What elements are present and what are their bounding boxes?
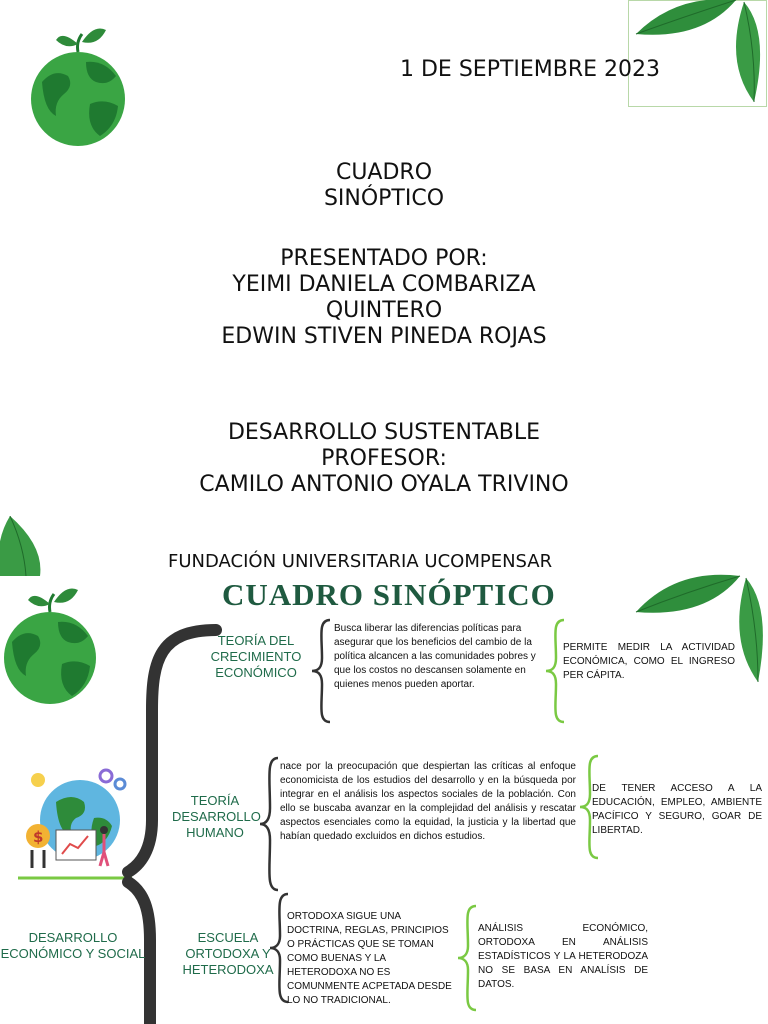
author-name: YEIMI DANIELA COMBARIZA [232,272,536,297]
brace-green [456,904,480,1012]
brace-dark [258,756,282,892]
svg-text:$: $ [33,828,44,846]
cover-title-line2: SINÓPTICO [323,186,445,211]
leaf-icon [0,516,44,576]
earth-sprout-icon [28,22,130,148]
presented-by-label: PRESENTADO POR: [280,246,488,271]
cover-title-line1: CUADRO [335,160,433,185]
branch-detail: ANÁLISIS ECONÓMICO, ORTODOXA EN ANÁLISIS ESTADÍSTICOS Y LA HETERODOZA NO SE BASA EN ANALÍSIS DE DATOS. [478,923,648,990]
branch-title: TEORÍA DESARROLLO HUMANO [172,793,261,840]
branch-detail: DE TENER ACCESO A LA EDUCACIÓN, EMPLEO, AMBIENTE PACÍFICO Y SEGURO, GOAR DE LIBERTAD. [592,783,762,836]
brace-dark [310,618,334,724]
root-node: DESARROLLO ECONÓMICO Y SOCIAL [0,930,146,961]
author-name: QUINTERO [325,298,443,323]
date: 1 DE SEPTIEMBRE 2023 [400,57,661,82]
course-block [0,420,768,498]
earth-sprout-icon [2,580,100,706]
sustainable-development-illustration [16,766,134,884]
institution: FUNDACIÓN UNIVERSITARIA UCOMPENSAR [168,551,553,572]
branch-title: TEORÍA DEL CRECIMIENTO ECONÓMICO [210,633,302,680]
leaves-icon [628,0,768,108]
professor-name: CAMILO ANTONIO OYALA TRIVINO [199,472,569,497]
cover-title [0,160,768,212]
synoptic-title: CUADRO SINÓPTICO [222,577,556,612]
branch-title: ESCUELA ORTODOXA Y HETERODOXA [182,930,274,977]
course-name: DESARROLLO SUSTENTABLE [227,420,541,445]
branch-description: nace por la preocupación que despiertan las críticas al enfoque economicista de los estudios del desarrollo y en la búsqueda por integrar en el análisis los aspectos sociales de la población. Con ello se buscaba avanzar en la complejidad del análisis y rescatar aspectos esenciales como la equidad, la justicia y la libertad que habían quedado excluidos en dichos estudios. [280,761,576,842]
professor-label: PROFESOR: [321,446,447,471]
author-name: EDWIN STIVEN PINEDA ROJAS [221,324,547,349]
branch-description: ORTODOXA SIGUE UNA DOCTRINA, REGLAS, PRINCIPIOS O PRÁCTICAS QUE SE TOMAN COMO BUENAS Y LA HETERODOXA NO ES COMUNMENTE ACPETADA DESDE LO NO TRADICIONAL. [287,911,452,1006]
authors-block [0,246,768,350]
branch-detail: PERMITE MEDIR LA ACTIVIDAD ECONÓMICA, COMO EL INGRESO PER CÁPITA. [563,642,735,681]
branch-description: Busca liberar las diferencias políticas para asegurar que los beneficios del cambio de la política alcancen a las comunidades pobres y que los costos no descansen solamente en quienes menos pueden aportar. [334,623,536,690]
